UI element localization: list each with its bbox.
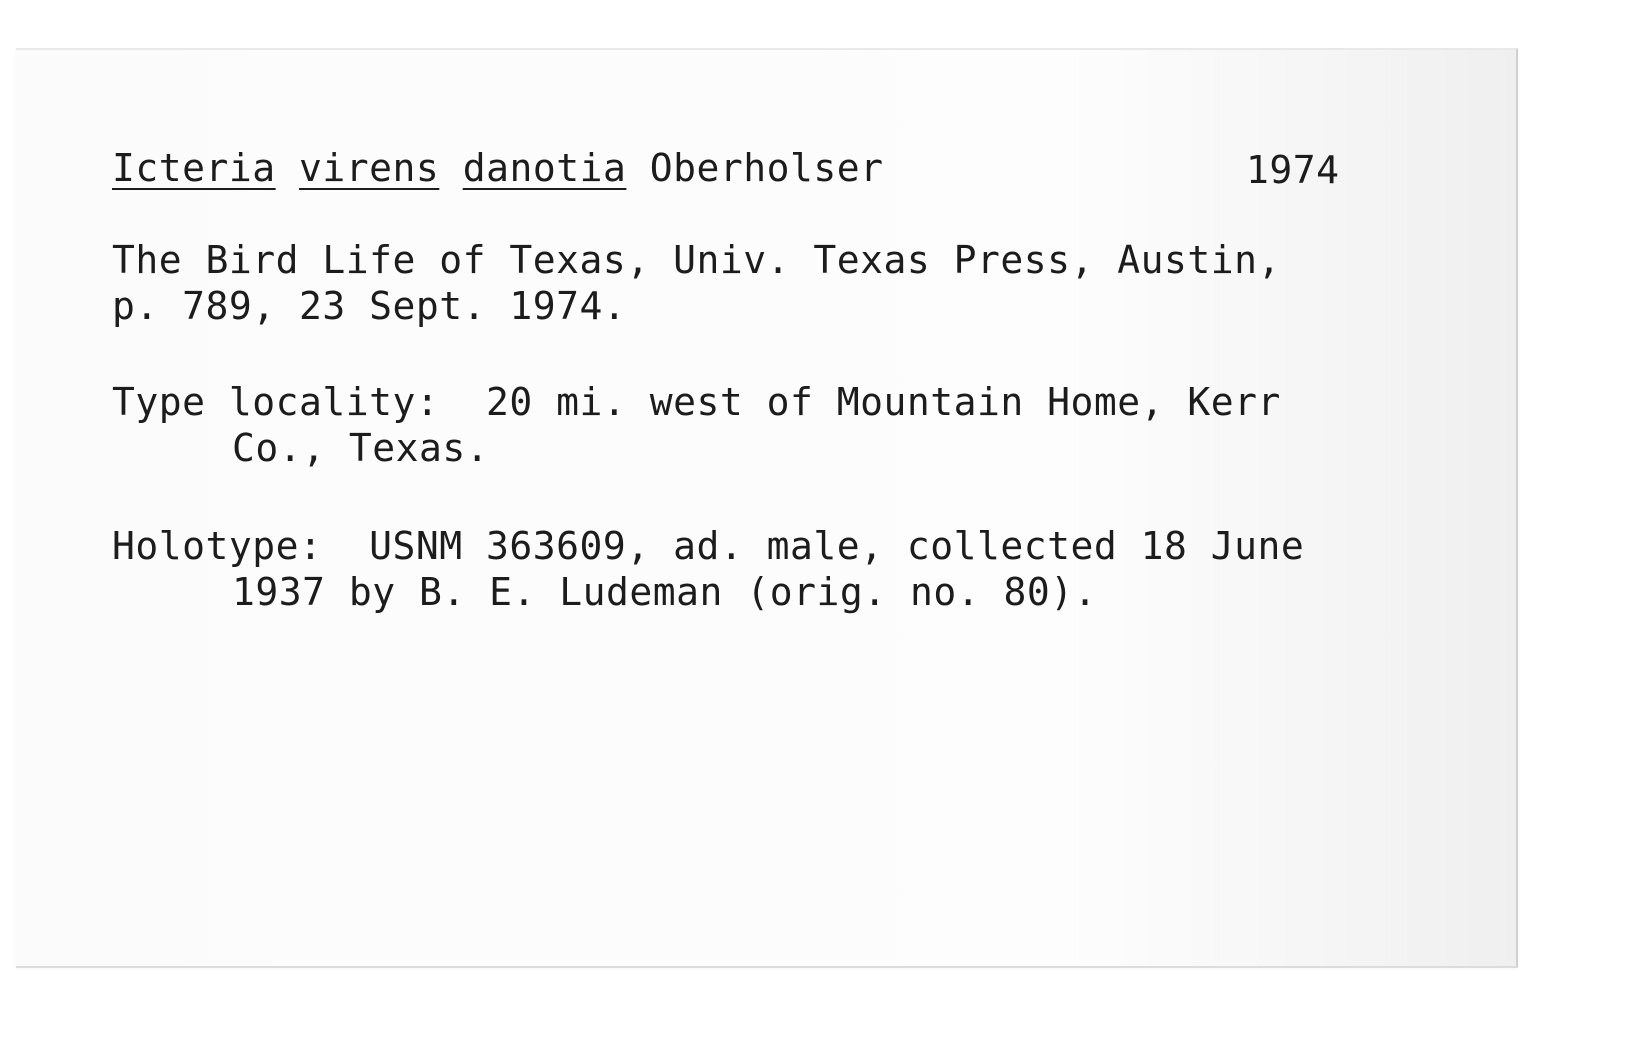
genus-name: Icteria xyxy=(112,146,276,190)
holotype-line-1: Holotype: USNM 363609, ad. male, collected 18 June xyxy=(112,524,1305,568)
subspecies-name: danotia xyxy=(462,146,627,190)
species-name: virens xyxy=(299,146,440,190)
taxon-name-line xyxy=(112,146,884,190)
type-locality-line-2: Co., Texas. xyxy=(232,426,490,470)
type-locality-line-1: Type locality: 20 mi. west of Mountain Home, Kerr xyxy=(112,380,1281,424)
author-name: Oberholser xyxy=(649,146,884,190)
citation-line-2: p. 789, 23 Sept. 1974. xyxy=(112,284,627,328)
catalog-card xyxy=(16,48,1518,968)
citation-line-1: The Bird Life of Texas, Univ. Texas Press, Austin, xyxy=(112,238,1281,282)
holotype-line-2: 1937 by B. E. Ludeman (orig. no. 80). xyxy=(232,570,1097,614)
publication-year: 1974 xyxy=(1246,148,1340,192)
